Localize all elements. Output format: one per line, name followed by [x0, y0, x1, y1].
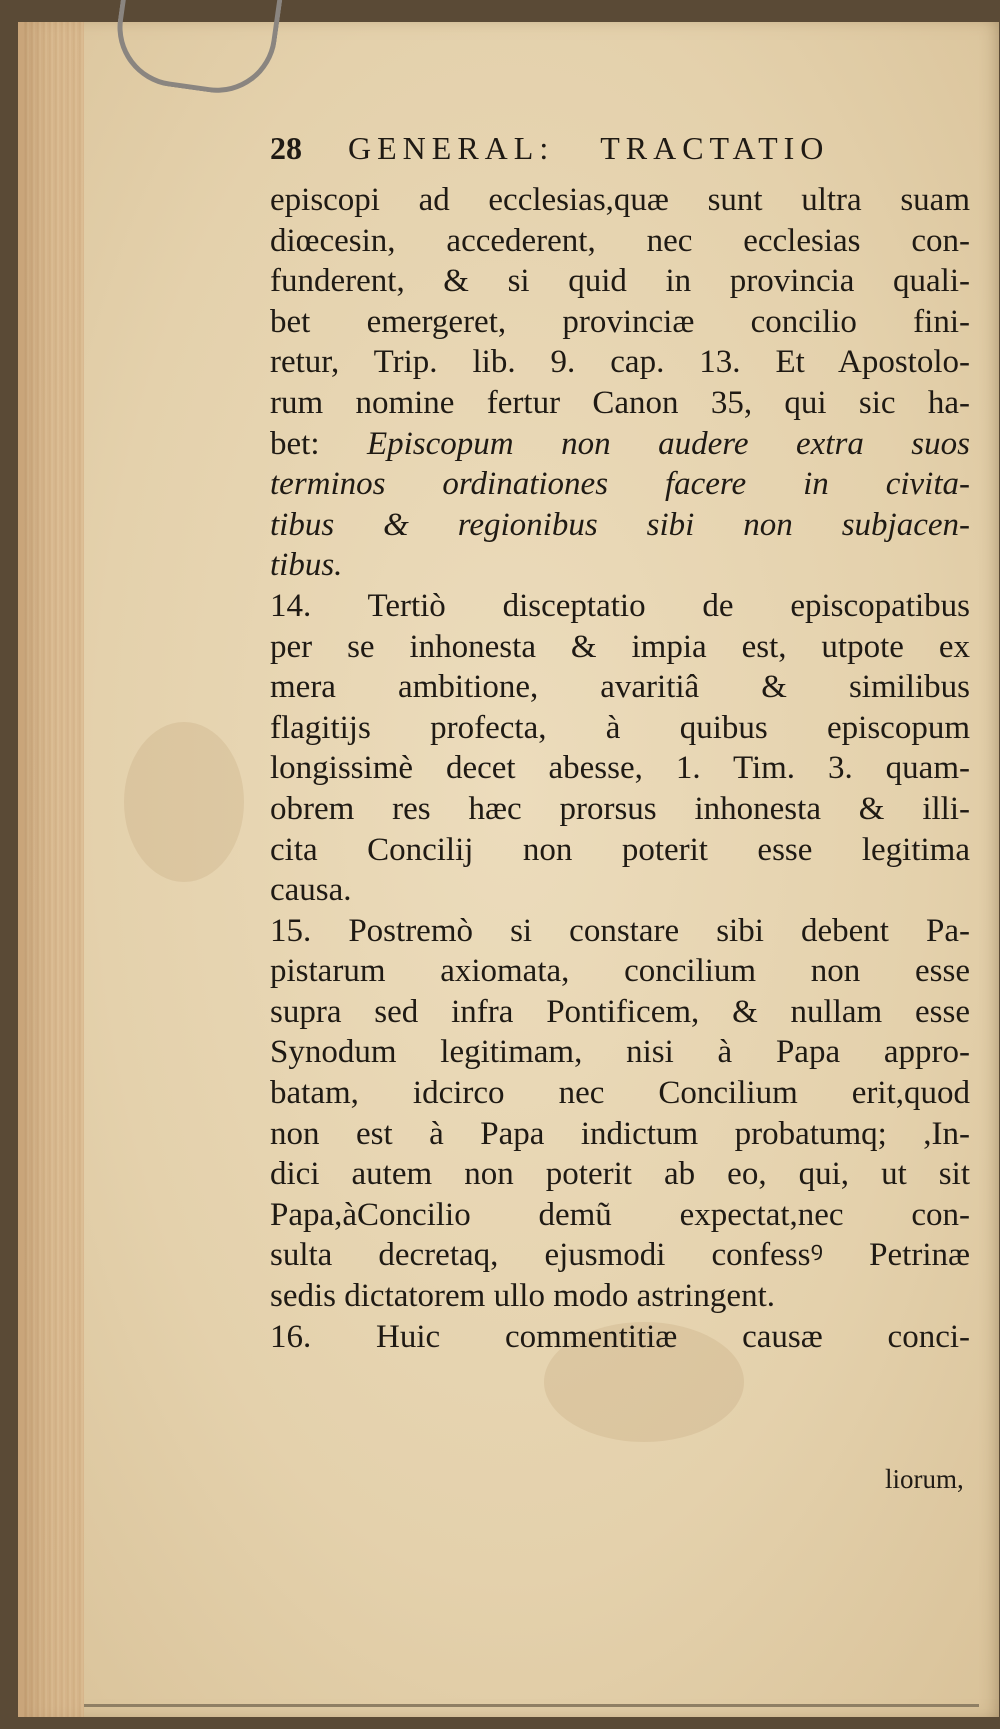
page-number: 28 — [270, 130, 302, 166]
page-text — [270, 128, 970, 1357]
page-bottom-edge — [84, 1704, 979, 1707]
text-line: sulta decretaq, ejusmodi confessꝰ Petrinæ — [270, 1237, 970, 1274]
text-line: Synodum legitimam, nisi à Papa appro- — [270, 1034, 970, 1071]
running-title-left: GENERAL: — [348, 130, 555, 166]
italic-text-line: tibus. — [270, 547, 343, 584]
text-line: cita Concilij non poterit esse legitima — [270, 831, 970, 868]
text-line: obrem res hæc prorsus inhonesta & illi- — [270, 790, 970, 827]
text-line: diœcesin, accederent, nec ecclesias con- — [270, 222, 970, 259]
text-line: Papa,àConcilio demũ expectat,nec con- — [270, 1196, 970, 1233]
text-line: pistarum axiomata, concilium non esse — [270, 953, 970, 990]
italic-quotation: Episcopum non audere extra suos — [366, 425, 970, 462]
text-fragment: bet: — [270, 425, 320, 462]
text-line: funderent, & si quid in provincia quali- — [270, 263, 970, 300]
text-line-with-italic — [270, 424, 970, 465]
text-line: non est à Papa indictum probatumq; ,In- — [270, 1115, 970, 1152]
italic-text-line: tibus & regionibus sibi non subjacen- — [270, 506, 970, 543]
text-line: dici autem non poterit ab eo, qui, ut sit — [270, 1156, 970, 1193]
text-line: longissimè decet abesse, 1. Tim. 3. quam- — [270, 750, 970, 787]
page-edge-shading — [24, 22, 84, 1717]
text-line: causa. — [270, 872, 352, 909]
text-line: retur, Trip. lib. 9. cap. 13. Et Apostolo- — [270, 344, 970, 381]
paragraph-16-start: 16. Huic commentitiæ causæ conci- — [270, 1318, 970, 1355]
text-line: supra sed infra Pontificem, & nullam esse — [270, 993, 970, 1030]
catchword: liorum, — [885, 1464, 964, 1494]
running-title-right: TRACTATIO — [600, 130, 830, 166]
text-line: bet emergeret, provinciæ concilio fini- — [270, 303, 970, 340]
text-line: episcopi ad ecclesias,quæ sunt ultra suam — [270, 182, 970, 218]
italic-text-line: terminos ordinationes facere in civita- — [270, 466, 970, 503]
text-line: sedis dictatorem ullo modo astringent. — [270, 1278, 775, 1315]
text-line: batam, idcirco nec Concilium erit,quod — [270, 1075, 970, 1112]
paragraph-14-start: 14. Tertiò disceptatio de episcopatibus — [270, 587, 970, 624]
text-line: rum nomine fertur Canon 35, qui sic ha- — [270, 384, 970, 421]
text-line: per se inhonesta & impia est, utpote ex — [270, 628, 970, 665]
paper-stain — [124, 722, 244, 882]
text-line: flagitijs profecta, à quibus episcopum — [270, 709, 970, 746]
paragraph-15-start: 15. Postremò si constare sibi debent Pa- — [270, 912, 970, 949]
running-head — [270, 128, 970, 180]
text-line: mera ambitione, avaritiâ & similibus — [270, 669, 970, 706]
